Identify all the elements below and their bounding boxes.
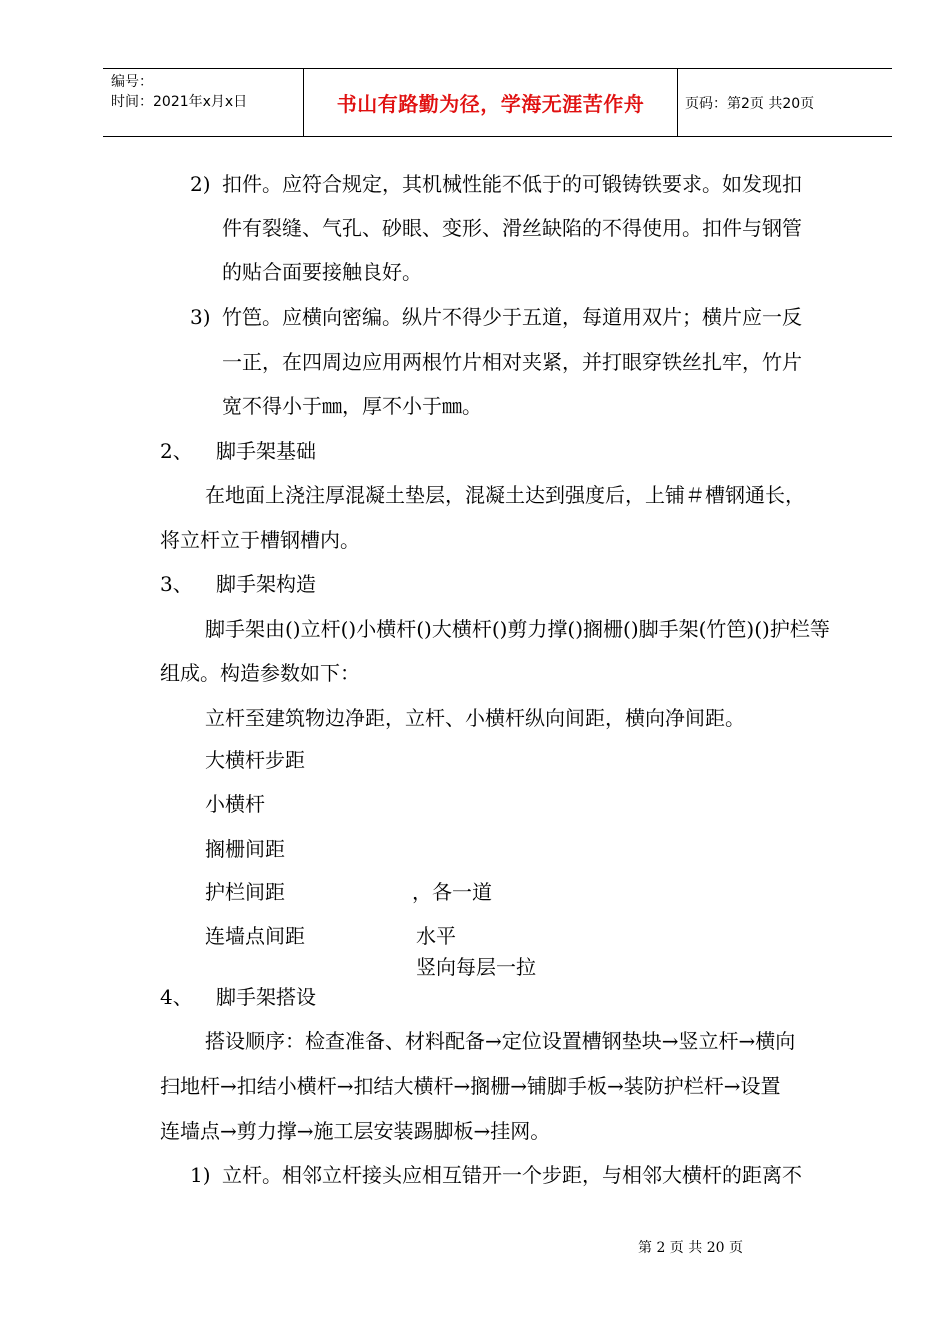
paragraph-line: 在地面上浇注厚混凝土垫层，混凝土达到强度后，上铺＃槽钢通长，: [205, 483, 805, 507]
list-number: 1): [190, 1163, 211, 1187]
param-label: 搁栅间距: [205, 837, 285, 861]
paragraph-line: 立杆至建筑物边净距，立杆、小横杆纵向间距，横向净间距。: [205, 706, 745, 730]
param-label: 连墙点间距: [205, 924, 305, 948]
doc-time-label: 时间：2021年x月x日: [111, 94, 248, 110]
list-number: 3): [190, 305, 211, 329]
paragraph-line: 将立杆立于槽钢槽内。: [160, 528, 360, 552]
param-label: 护栏间距: [205, 880, 285, 904]
header-motto: 书山有路勤为径，学海无涯苦作舟: [336, 92, 645, 116]
paragraph-line: 扫地杆→扣结小横杆→扣结大横杆→搁栅→铺脚手板→装防护栏杆→设置: [160, 1074, 781, 1098]
paragraph-line: 一正，在四周边应用两根竹片相对夹紧，并打眼穿铁丝扎牢，竹片: [222, 350, 802, 374]
param-value: ，各一道: [412, 880, 492, 904]
header-motto-cell: [304, 69, 678, 136]
section-number: 3、: [160, 572, 193, 596]
doc-code-label: 编号：: [111, 74, 153, 90]
paragraph-line: 扣件。应符合规定，其机械性能不低于的可锻铸铁要求。如发现扣: [222, 172, 802, 196]
page-footer: 第 2 页 共 20 页: [638, 1240, 743, 1256]
section-heading: 脚手架基础: [216, 439, 316, 463]
section-heading: 脚手架构造: [216, 572, 316, 596]
list-number: 2): [190, 172, 211, 196]
page-header: [103, 68, 892, 137]
section-number: 2、: [160, 439, 193, 463]
header-info-cell: [103, 69, 304, 136]
paragraph-line: 宽不得小于㎜，厚不小于㎜。: [222, 394, 482, 418]
paragraph-line: 竹笆。应横向密编。纵片不得少于五道，每道用双片；横片应一反: [222, 305, 802, 329]
paragraph-line: 脚手架由()立杆()小横杆()大横杆()剪力撑()搁栅()脚手架(竹笆)()护栏等: [205, 617, 830, 641]
param-label: 大横杆步距: [205, 748, 305, 772]
param-label: 小横杆: [205, 792, 265, 816]
param-value: 水平: [416, 924, 456, 948]
section-heading: 脚手架搭设: [216, 985, 316, 1009]
paragraph-line: 立杆。相邻立杆接头应相互错开一个步距，与相邻大横杆的距离不: [222, 1163, 802, 1187]
paragraph-line: 搭设顺序：检查准备、材料配备→定位设置槽钢垫块→竖立杆→横向: [205, 1029, 796, 1053]
paragraph-line: 件有裂缝、气孔、砂眼、变形、滑丝缺陷的不得使用。扣件与钢管: [222, 216, 802, 240]
header-page-label: 页码：第2页 共20页: [685, 95, 815, 112]
paragraph-line: 连墙点→剪力撑→施工层安装踢脚板→挂网。: [160, 1119, 551, 1143]
paragraph-line: 组成。构造参数如下：: [160, 661, 360, 685]
section-number: 4、: [160, 985, 193, 1009]
paragraph-line: 的贴合面要接触良好。: [222, 260, 422, 284]
param-value: 竖向每层一拉: [416, 955, 536, 979]
